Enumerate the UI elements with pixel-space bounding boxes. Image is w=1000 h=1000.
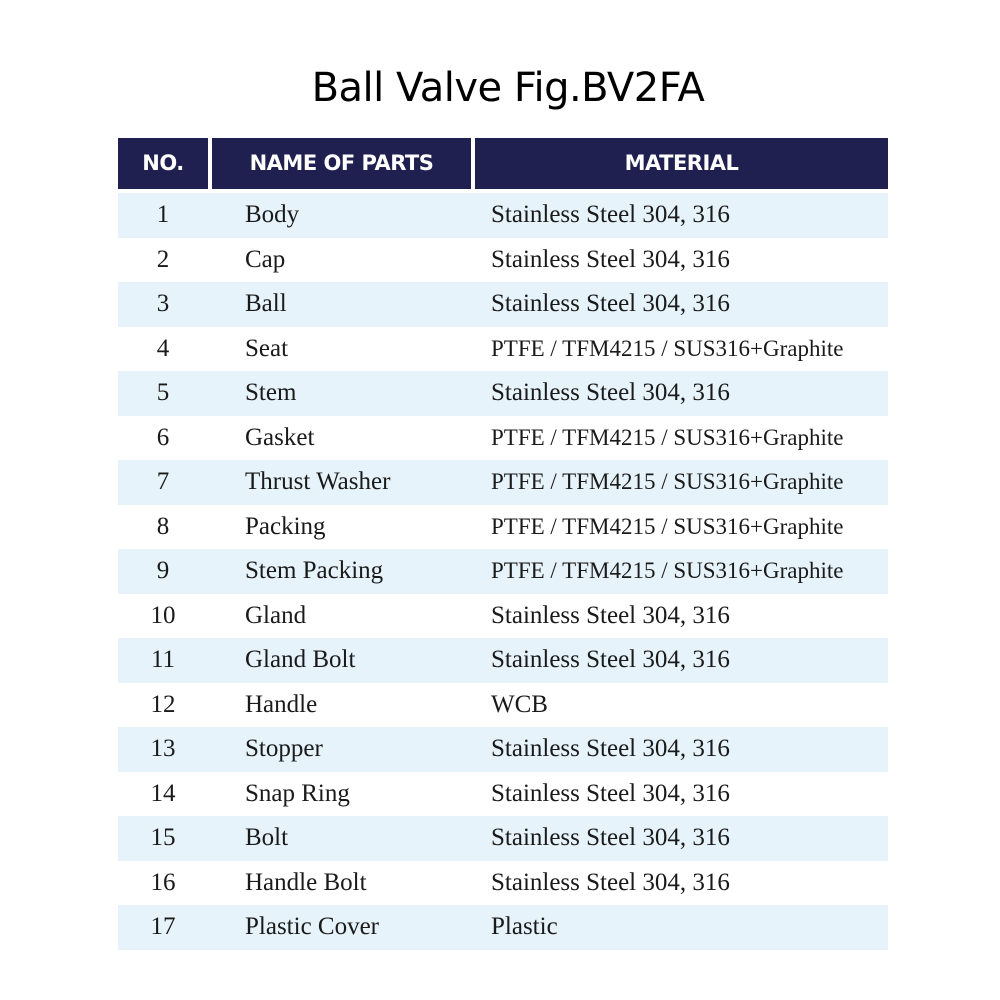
table-row: [118, 238, 888, 283]
part-number: 7: [156, 468, 170, 495]
part-name: Packing: [245, 512, 326, 540]
table-row: [118, 282, 888, 327]
part-name: Gland Bolt: [245, 646, 356, 673]
part-material: PTFE / TFM4215 / SUS316+Graphite: [491, 513, 844, 539]
part-name: Stem: [245, 379, 297, 406]
part-material: Plastic: [491, 913, 558, 940]
part-material: Stainless Steel 304, 316: [491, 245, 730, 273]
table-row: [118, 683, 888, 728]
table-row: [118, 727, 888, 772]
part-material: Stainless Steel 304, 316: [491, 779, 730, 807]
part-name: Body: [245, 201, 300, 228]
part-material: PTFE / TFM4215 / SUS316+Graphite: [491, 335, 844, 361]
part-name: Thrust Washer: [245, 468, 391, 495]
part-material: WCB: [491, 690, 548, 718]
part-number: 16: [150, 868, 176, 896]
part-number: 1: [156, 201, 170, 228]
part-material: PTFE / TFM4215 / SUS316+Graphite: [491, 424, 844, 450]
part-material: Stainless Steel 304, 316: [491, 646, 730, 673]
part-material: Stainless Steel 304, 316: [491, 601, 730, 629]
part-number: 5: [156, 379, 170, 406]
part-number: 9: [156, 557, 170, 584]
part-name: Stopper: [245, 735, 323, 762]
part-material: Stainless Steel 304, 316: [491, 379, 730, 406]
part-name: Gasket: [245, 423, 315, 451]
part-name: Snap Ring: [245, 779, 350, 807]
part-name: Gland: [245, 601, 307, 629]
table-row: [118, 772, 888, 817]
part-material: Stainless Steel 304, 316: [491, 735, 730, 762]
part-name: Handle Bolt: [245, 868, 367, 896]
table-row: [118, 416, 888, 461]
part-number: 10: [150, 601, 176, 629]
part-number: 3: [156, 290, 170, 317]
part-name: Handle: [245, 690, 318, 718]
part-number: 12: [150, 690, 176, 718]
table-row: [118, 371, 888, 416]
part-material: Stainless Steel 304, 316: [491, 290, 730, 317]
table-body: [118, 193, 888, 950]
part-number: 13: [150, 735, 176, 762]
part-name: Stem Packing: [245, 557, 384, 584]
table-row: [118, 816, 888, 861]
part-number: 17: [150, 913, 176, 940]
table-row: [118, 327, 888, 372]
table-row: [118, 861, 888, 906]
part-number: 4: [156, 334, 170, 362]
part-number: 11: [150, 646, 176, 673]
table-row: [118, 460, 888, 505]
table-row: [118, 505, 888, 550]
page-title: Ball Valve Fig.BV2FA: [311, 65, 705, 111]
part-name: Seat: [245, 334, 289, 362]
part-number: 8: [156, 512, 170, 540]
part-number: 14: [150, 779, 176, 807]
table-header: [118, 138, 888, 190]
parts-table: [118, 138, 888, 940]
part-name: Bolt: [245, 824, 289, 851]
table-row: [118, 549, 888, 594]
part-material: PTFE / TFM4215 / SUS316+Graphite: [491, 469, 844, 494]
table-row: [118, 594, 888, 639]
table-row: [118, 638, 888, 683]
header-name-of-parts: NAME OF PARTS: [212, 138, 471, 189]
table-row: [118, 193, 888, 238]
part-material: PTFE / TFM4215 / SUS316+Graphite: [491, 558, 844, 583]
part-number: 15: [150, 824, 176, 851]
header-no: NO.: [118, 138, 208, 189]
part-material: Stainless Steel 304, 316: [491, 824, 730, 851]
part-number: 6: [156, 423, 170, 451]
part-name: Cap: [245, 245, 286, 273]
part-material: Stainless Steel 304, 316: [491, 868, 730, 896]
part-number: 2: [156, 245, 170, 273]
part-name: Plastic Cover: [245, 913, 380, 940]
part-material: Stainless Steel 304, 316: [491, 201, 730, 228]
part-name: Ball: [245, 290, 287, 317]
header-material: MATERIAL: [475, 138, 888, 189]
table-row: [118, 905, 888, 950]
